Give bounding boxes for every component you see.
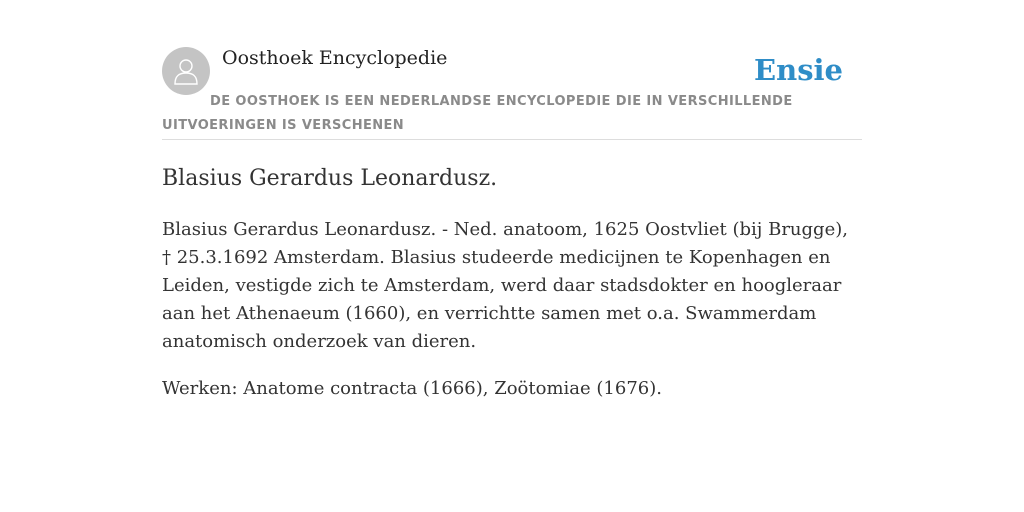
article-works: Werken: Anatome contracta (1666), Zoötomiae (1676). — [162, 378, 662, 399]
brand-logo[interactable]: Ensie — [754, 53, 843, 87]
avatar[interactable] — [162, 47, 210, 95]
article — [162, 160, 862, 403]
source-title[interactable]: Oosthoek Encyclopedie — [222, 47, 448, 69]
divider — [162, 139, 862, 140]
user-icon — [173, 57, 199, 85]
source-description: DE OOSTHOEK IS EEN NEDERLANDSE ENCYCLOPEDIE DIE IN VERSCHILLENDE UITVOERINGEN IS VERSCHENEN — [162, 94, 793, 133]
article-body: Blasius Gerardus Leonardusz. - Ned. anatoom, 1625 Oostvliet (bij Brugge), † 25.3.1692 Amsterdam. Blasius studeerde medicijnen te Kopenhagen en Leiden, vestigde zich te Amsterdam, werd daar stadsdokter en hoogleraar aan het Athenaeum (1660), en verrichtte samen met o.a. Swammerdam anatomisch onderzoek van dieren. — [162, 219, 848, 352]
article-title: Blasius Gerardus Leonardusz. — [162, 166, 498, 191]
